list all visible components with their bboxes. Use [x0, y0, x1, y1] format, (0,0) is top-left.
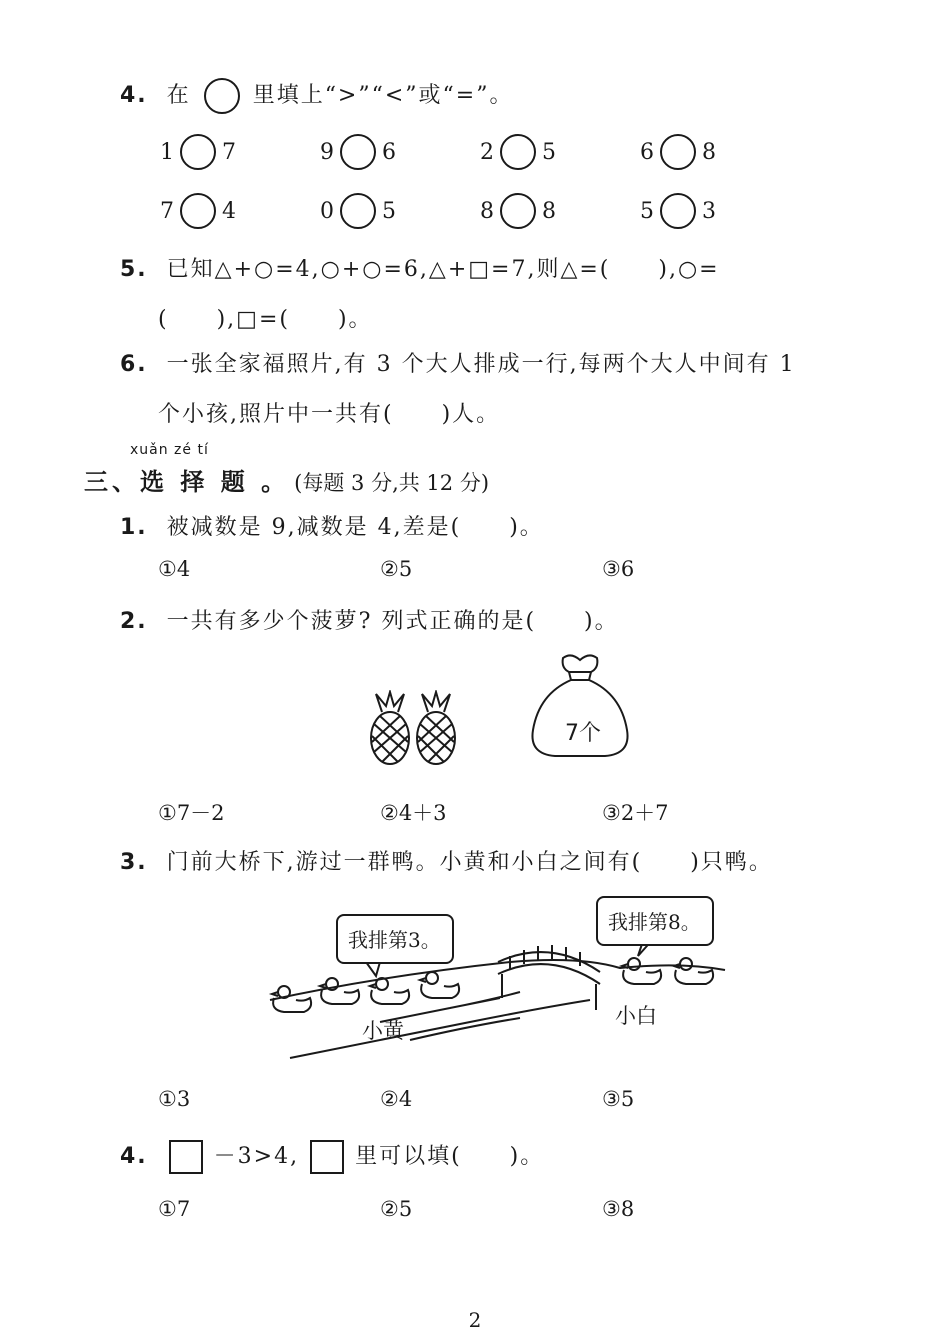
c2-question [120, 604, 619, 635]
circle-placeholder-icon [204, 78, 240, 114]
c4-tail: 里可以填( )。 [355, 1144, 545, 1169]
c2-option-3[interactable]: ③2＋7 [602, 801, 669, 825]
c4-option-3[interactable]: ③8 [602, 1197, 635, 1221]
comparison-left-number: 0 [320, 198, 334, 224]
c4-number: 4. [120, 1144, 148, 1169]
c2-text: 一共有多少个菠萝? 列式正确的是( )。 [166, 609, 619, 634]
comparison-right-number: 4 [222, 198, 236, 224]
c4-mid: －3>4, [213, 1144, 300, 1169]
comparison-item [158, 193, 238, 229]
comparison-left-number: 5 [640, 198, 654, 224]
c3-option-2[interactable]: ②4 [380, 1087, 413, 1111]
page-number: 2 [468, 1308, 482, 1332]
q4-number: 4. [120, 83, 148, 108]
q5-line2: ( ),□=( )。 [158, 307, 373, 332]
q6-line1 [120, 347, 796, 378]
answer-circle[interactable] [500, 193, 536, 229]
q5-text-1: 已知△+○=4,○+○=6,△+□=7,则△=( ),○= [166, 257, 720, 282]
section3-pinyin: xuǎn zé tí [130, 442, 209, 458]
comparison-left-number: 1 [160, 139, 174, 165]
comparison-item [478, 134, 558, 170]
answer-circle[interactable] [660, 134, 696, 170]
comparison-left-number: 2 [480, 139, 494, 165]
c2-number: 2. [120, 609, 148, 634]
comparison-right-number: 5 [382, 198, 396, 224]
q4-prompt [120, 78, 513, 114]
square-box-icon [169, 1140, 203, 1174]
section3-header [84, 462, 489, 497]
answer-circle[interactable] [180, 193, 216, 229]
c1-option-2[interactable]: ②5 [380, 557, 413, 581]
answer-circle[interactable] [340, 193, 376, 229]
c2-option-2[interactable]: ②4＋3 [380, 801, 447, 825]
comparison-right-number: 7 [222, 139, 236, 165]
duck-label-xiaobai: 小白 [615, 1004, 657, 1028]
q5-number: 5. [120, 257, 148, 282]
c3-option-1[interactable]: ①3 [158, 1087, 191, 1111]
q6-text-1: 一张全家福照片,有 3 个大人排成一行,每两个大人中间有 1 [166, 352, 796, 377]
comparison-right-number: 3 [702, 198, 716, 224]
speech-bubble-right: 我排第8。 [596, 896, 714, 946]
q5-line1 [120, 252, 720, 283]
answer-circle[interactable] [660, 193, 696, 229]
comparison-item [638, 193, 718, 229]
q4-suffix: 里填上“>”“<”或“=”。 [252, 83, 514, 108]
comparison-left-number: 9 [320, 139, 334, 165]
q6-line2: 个小孩,照片中一共有( )人。 [158, 402, 501, 427]
section3-note: (每题 3 分,共 12 分) [294, 471, 490, 495]
c1-question [120, 510, 544, 541]
c4-question [120, 1139, 544, 1174]
comparison-right-number: 5 [542, 139, 556, 165]
comparison-left-number: 7 [160, 198, 174, 224]
speech-bubble-left: 我排第3。 [336, 914, 454, 964]
square-box-icon [310, 1140, 344, 1174]
comparison-item [638, 134, 718, 170]
c3-text: 门前大桥下,游过一群鸭。小黄和小白之间有( )只鸭。 [166, 850, 773, 875]
duck-label-xiaohuang: 小黄 [362, 1019, 404, 1043]
comparison-right-number: 8 [702, 139, 716, 165]
q4-prefix: 在 [166, 83, 191, 108]
bag-label: 7个 [565, 721, 601, 746]
c4-option-1[interactable]: ①7 [158, 1197, 191, 1221]
comparison-item [478, 193, 558, 229]
answer-circle[interactable] [180, 134, 216, 170]
c1-option-1[interactable]: ①4 [158, 557, 191, 581]
comparison-item [158, 134, 238, 170]
c3-option-3[interactable]: ③5 [602, 1087, 635, 1111]
comparison-left-number: 8 [480, 198, 494, 224]
answer-circle[interactable] [500, 134, 536, 170]
comparison-left-number: 6 [640, 139, 654, 165]
comparison-right-number: 8 [542, 198, 556, 224]
c3-question [120, 845, 773, 876]
c1-number: 1. [120, 515, 148, 540]
c1-text: 被减数是 9,减数是 4,差是( )。 [166, 515, 544, 540]
c1-option-3[interactable]: ③6 [602, 557, 635, 581]
pineapple-icon [360, 690, 470, 770]
q6-number: 6. [120, 352, 148, 377]
c4-option-2[interactable]: ②5 [380, 1197, 413, 1221]
answer-circle[interactable] [340, 134, 376, 170]
c3-number: 3. [120, 850, 148, 875]
section3-title: 三、选 择 题 。 [84, 467, 290, 496]
comparison-item [318, 193, 398, 229]
comparison-right-number: 6 [382, 139, 396, 165]
comparison-item [318, 134, 398, 170]
c2-option-1[interactable]: ①7－2 [158, 801, 225, 825]
